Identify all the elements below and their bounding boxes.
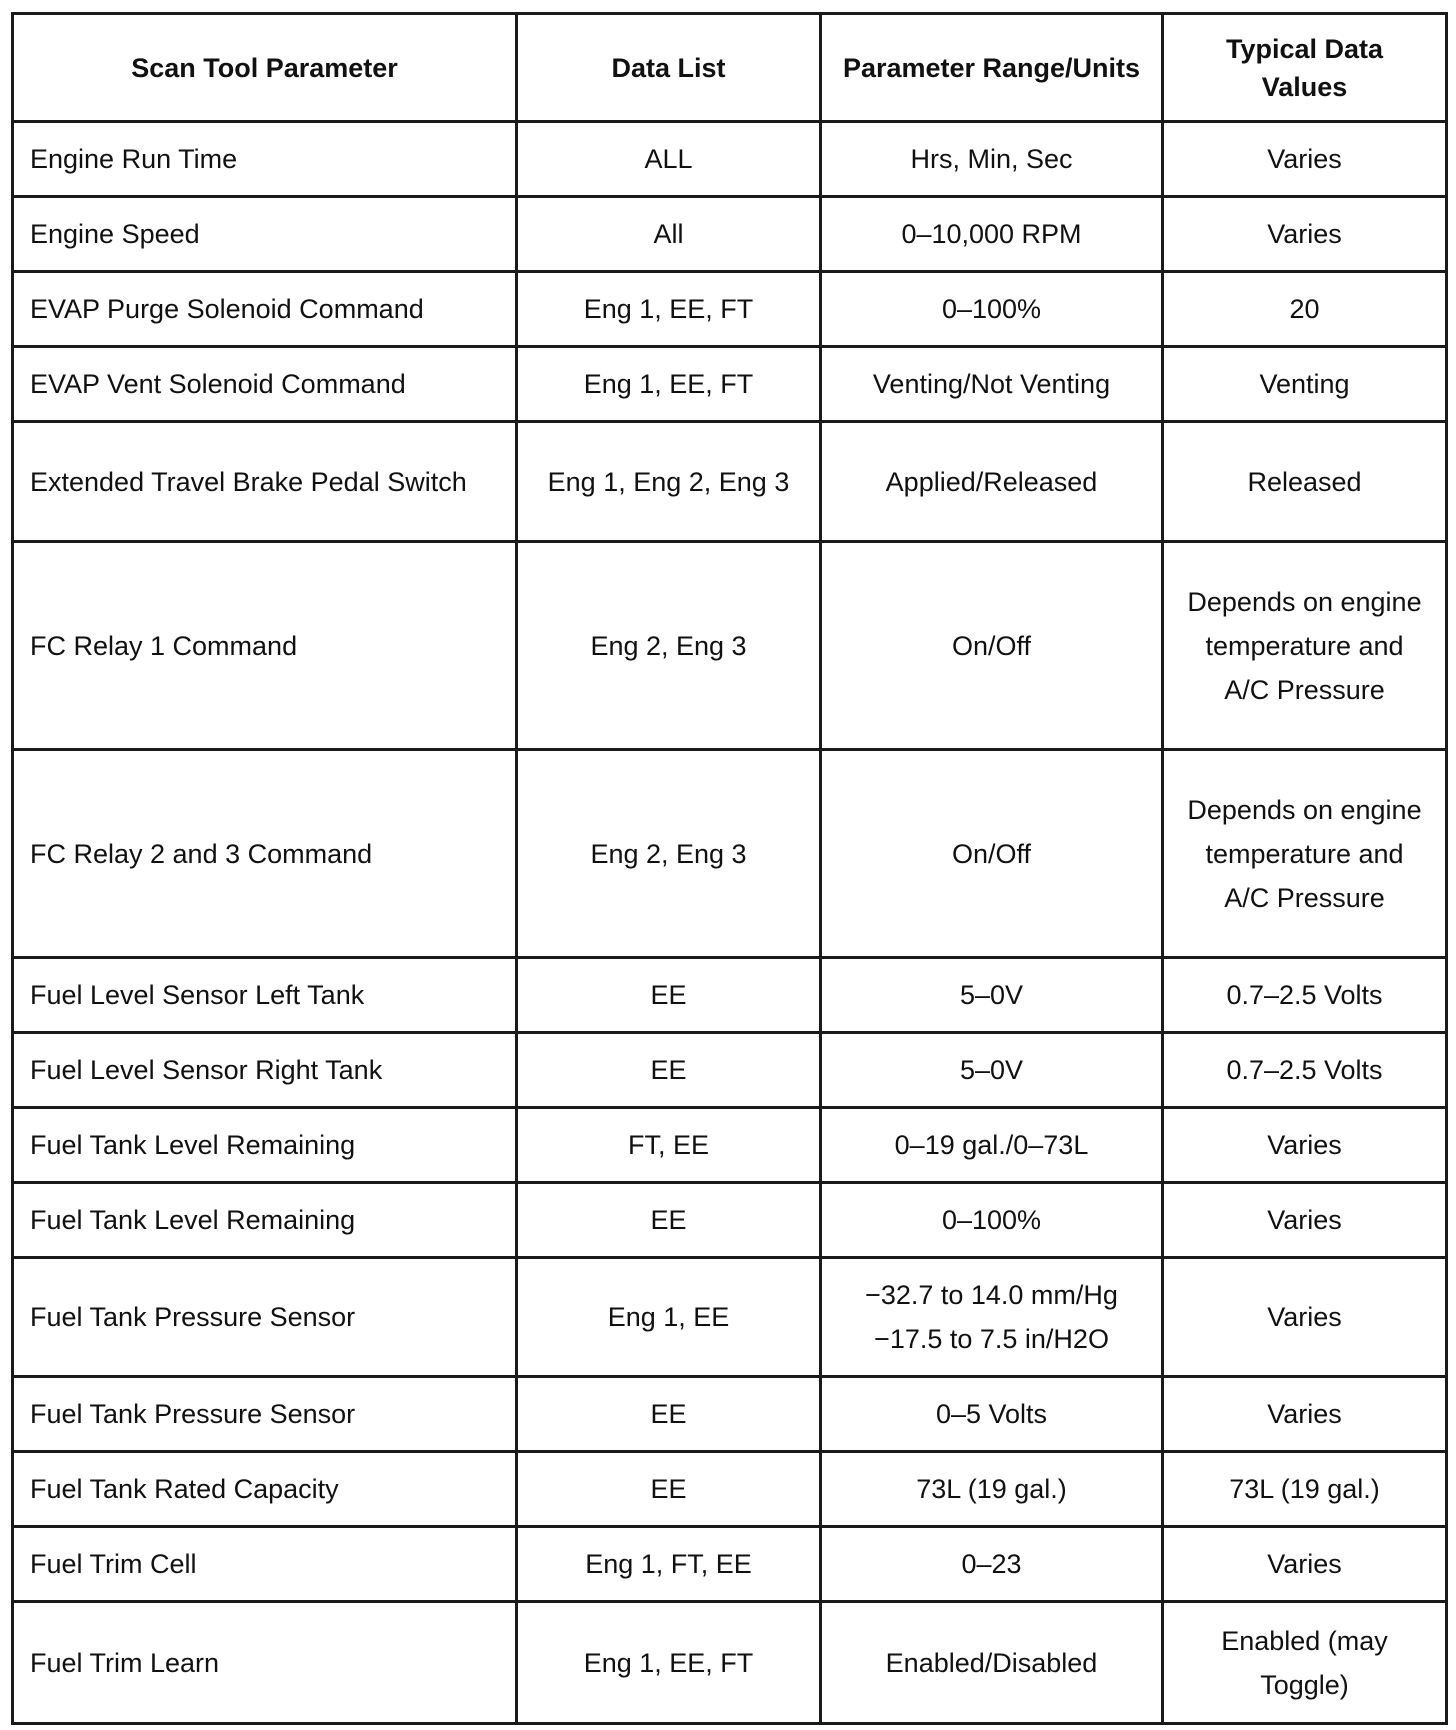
cell-data-list: FT, EE [517, 1108, 821, 1183]
header-parameter-range-units: Parameter Range/Units [821, 14, 1163, 122]
table-row [13, 197, 1447, 272]
table-row [13, 122, 1447, 197]
cell-range-units: Applied/Released [821, 422, 1163, 542]
cell-data-list: ALL [517, 122, 821, 197]
cell-range-units: Enabled/Disabled [821, 1602, 1163, 1724]
cell-typical-value: Varies [1163, 197, 1447, 272]
scan-tool-data-sheet [11, 12, 1445, 1725]
table-row [13, 272, 1447, 347]
table-row [13, 1033, 1447, 1108]
cell-range-units: On/Off [821, 750, 1163, 958]
table-row [13, 1527, 1447, 1602]
cell-data-list: EE [517, 958, 821, 1033]
cell-range-units: 0–10,000 RPM [821, 197, 1163, 272]
cell-parameter: Fuel Tank Rated Capacity [13, 1452, 517, 1527]
cell-typical-value: Released [1163, 422, 1447, 542]
cell-range-units: 0–100% [821, 272, 1163, 347]
cell-range-units: 0–23 [821, 1527, 1163, 1602]
table-row [13, 422, 1447, 542]
cell-parameter: EVAP Vent Solenoid Command [13, 347, 517, 422]
cell-typical-value: Depends on engine temperature and A/C Pressure [1163, 750, 1447, 958]
table-row [13, 542, 1447, 750]
cell-data-list: EE [517, 1183, 821, 1258]
table-row [13, 1183, 1447, 1258]
cell-data-list: Eng 1, EE, FT [517, 347, 821, 422]
cell-parameter: Fuel Tank Pressure Sensor [13, 1258, 517, 1377]
cell-data-list: Eng 2, Eng 3 [517, 542, 821, 750]
cell-typical-value: Varies [1163, 1377, 1447, 1452]
cell-data-list: EE [517, 1377, 821, 1452]
cell-typical-value: 0.7–2.5 Volts [1163, 958, 1447, 1033]
cell-typical-value: Varies [1163, 1183, 1447, 1258]
cell-typical-value: Enabled (may Toggle) [1163, 1602, 1447, 1724]
cell-data-list: Eng 1, EE, FT [517, 1602, 821, 1724]
cell-parameter: Fuel Tank Pressure Sensor [13, 1377, 517, 1452]
cell-range-units: 0–100% [821, 1183, 1163, 1258]
cell-typical-value: 20 [1163, 272, 1447, 347]
cell-typical-value: Venting [1163, 347, 1447, 422]
cell-typical-value: 73L (19 gal.) [1163, 1452, 1447, 1527]
cell-range-units: Venting/Not Venting [821, 347, 1163, 422]
table-row [13, 1602, 1447, 1724]
cell-data-list: Eng 1, EE, FT [517, 272, 821, 347]
cell-parameter: Fuel Level Sensor Right Tank [13, 1033, 517, 1108]
cell-range-units: Hrs, Min, Sec [821, 122, 1163, 197]
table-row [13, 347, 1447, 422]
cell-data-list: Eng 1, Eng 2, Eng 3 [517, 422, 821, 542]
cell-parameter: Extended Travel Brake Pedal Switch [13, 422, 517, 542]
cell-typical-value: Depends on engine temperature and A/C Pressure [1163, 542, 1447, 750]
cell-parameter: Fuel Tank Level Remaining [13, 1108, 517, 1183]
table-header-row [13, 14, 1447, 122]
cell-parameter: Engine Run Time [13, 122, 517, 197]
cell-data-list: All [517, 197, 821, 272]
table-row [13, 1108, 1447, 1183]
cell-range-units: 5–0V [821, 1033, 1163, 1108]
cell-typical-value: Varies [1163, 1108, 1447, 1183]
table-row [13, 750, 1447, 958]
table-row [13, 1452, 1447, 1527]
cell-typical-value: Varies [1163, 1258, 1447, 1377]
cell-parameter: EVAP Purge Solenoid Command [13, 272, 517, 347]
cell-data-list: EE [517, 1452, 821, 1527]
cell-range-units: 5–0V [821, 958, 1163, 1033]
cell-parameter: Fuel Tank Level Remaining [13, 1183, 517, 1258]
cell-parameter: Fuel Trim Learn [13, 1602, 517, 1724]
cell-data-list: Eng 2, Eng 3 [517, 750, 821, 958]
cell-parameter: Fuel Trim Cell [13, 1527, 517, 1602]
cell-range-units: 73L (19 gal.) [821, 1452, 1163, 1527]
cell-range-units: 0–5 Volts [821, 1377, 1163, 1452]
cell-range-units: 0–19 gal./0–73L [821, 1108, 1163, 1183]
cell-range-units: −32.7 to 14.0 mm/Hg −17.5 to 7.5 in/H2O [821, 1258, 1163, 1377]
cell-parameter: FC Relay 1 Command [13, 542, 517, 750]
header-scan-tool-parameter: Scan Tool Parameter [13, 14, 517, 122]
cell-typical-value: 0.7–2.5 Volts [1163, 1033, 1447, 1108]
header-data-list: Data List [517, 14, 821, 122]
table-row [13, 1377, 1447, 1452]
cell-range-units: On/Off [821, 542, 1163, 750]
scan-tool-parameter-table [11, 12, 1448, 1725]
cell-data-list: EE [517, 1033, 821, 1108]
header-typical-data-values: Typical Data Values [1163, 14, 1447, 122]
cell-parameter: Fuel Level Sensor Left Tank [13, 958, 517, 1033]
cell-data-list: Eng 1, FT, EE [517, 1527, 821, 1602]
cell-parameter: FC Relay 2 and 3 Command [13, 750, 517, 958]
cell-parameter: Engine Speed [13, 197, 517, 272]
cell-typical-value: Varies [1163, 1527, 1447, 1602]
table-row [13, 958, 1447, 1033]
cell-typical-value: Varies [1163, 122, 1447, 197]
table-row [13, 1258, 1447, 1377]
cell-data-list: Eng 1, EE [517, 1258, 821, 1377]
